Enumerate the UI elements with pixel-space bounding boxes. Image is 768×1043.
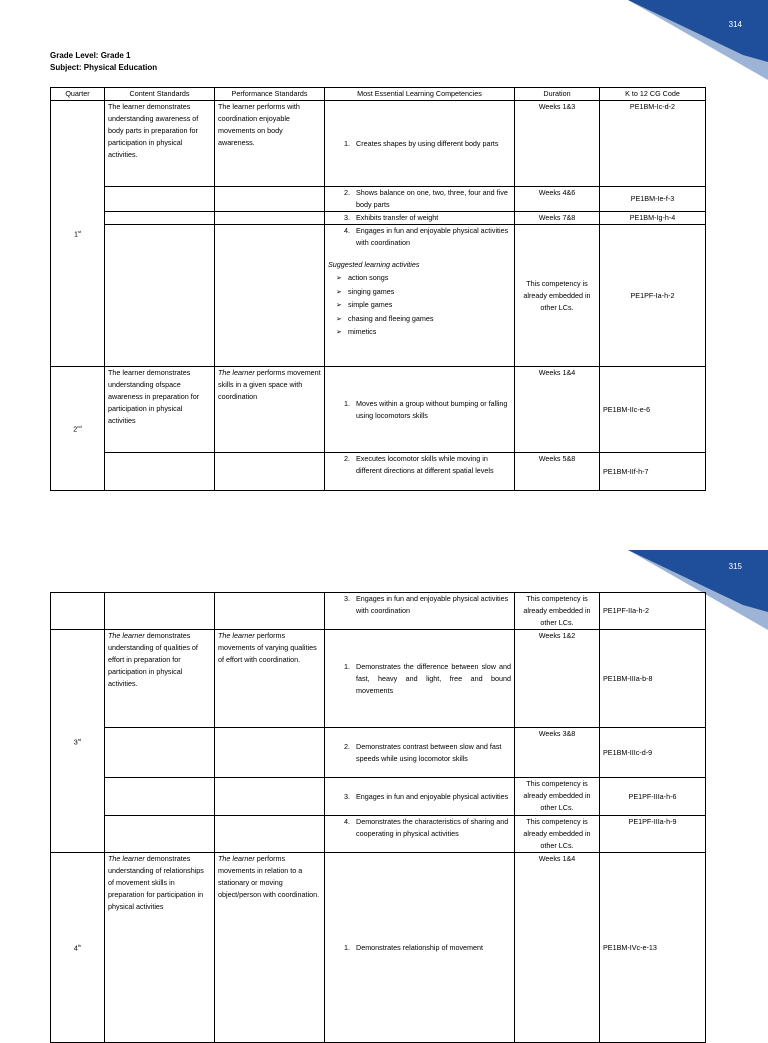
list-item: ➢ singing games	[336, 286, 395, 296]
duration: Weeks 5&8	[515, 453, 600, 491]
duration: This competency is already embedded in other LCs.	[515, 593, 600, 630]
duration: This competency is already embedded in other LCs.	[515, 225, 600, 367]
page-314	[0, 0, 768, 520]
table-row	[51, 225, 706, 367]
competency: 2. Executes locomotor skills while moving in different directions at different spatial levels	[325, 453, 515, 491]
quarter-cell: 1st	[51, 101, 105, 367]
competency: 3. Exhibits transfer of weight	[325, 212, 515, 225]
competency: 1. Creates shapes by using different body parts	[325, 101, 515, 187]
page-corner-decoration	[628, 0, 768, 80]
competency: 1. Demonstrates the difference between slow and fast, heavy and light, free and bound movements	[325, 630, 515, 728]
cg-code: PE1BM-Ic-d-2	[600, 101, 706, 187]
competency: 2. Demonstrates contrast between slow and fast speeds while using locomotor skills	[325, 728, 515, 778]
activity-list	[328, 271, 511, 339]
table-row	[51, 853, 706, 1043]
col-header-performance-standards: Performance Standards	[215, 88, 325, 101]
cg-code: PE1BM-Ig-h-4	[600, 212, 706, 225]
table-row	[51, 630, 706, 728]
suggested-activities-label: Suggested learning activities	[328, 260, 420, 269]
duration: Weeks 3&8	[515, 728, 600, 778]
grade-level: Grade Level: Grade 1	[50, 51, 131, 60]
cg-code: PE1BM-IIc-e-6	[600, 367, 706, 453]
table-header-row	[51, 88, 706, 101]
competency-with-activities: 4. Engages in fun and enjoyable physical activities with coordination Suggested learning activities ➢ action songs ➢ singing games ➢ simple games ➢ chasing and fleeing games ➢ mimetics	[325, 225, 515, 367]
content-standard: The learner demonstrates understanding of relationships of movement skills in preparation for participation in physical activities	[105, 853, 215, 1043]
list-item: ➢ simple games	[336, 300, 393, 309]
quarter-cell: 3rd	[51, 630, 105, 853]
duration: This competency is already embedded in other LCs.	[515, 816, 600, 853]
list-item: ➢ action songs	[336, 273, 389, 282]
content-standard: The learner demonstrates understanding ofspace awareness in preparation for participation in physical activities	[105, 367, 215, 453]
curriculum-table-page-314	[50, 87, 706, 491]
competency: 1. Moves within a group without bumping or falling using locomotors skills	[325, 367, 515, 453]
page-number: 315	[728, 562, 742, 571]
cg-code: PE1BM-IIIc-d-9	[600, 728, 706, 778]
duration: Weeks 4&6	[515, 187, 600, 212]
table-row	[51, 367, 706, 453]
cg-code: PE1PF-Ia-h-2	[600, 225, 706, 367]
col-header-quarter: Quarter	[51, 88, 105, 101]
table-row	[51, 816, 706, 853]
table-row	[51, 101, 706, 187]
duration: Weeks 1&4	[515, 367, 600, 453]
table-row	[51, 778, 706, 816]
competency: 1. Demonstrates relationship of movement	[325, 853, 515, 1043]
subject: Subject: Physical Education	[50, 63, 158, 72]
curriculum-table-page-315	[50, 592, 706, 1043]
table-row	[51, 593, 706, 630]
performance-standard: The learner performs movements in relation to a stationary or moving object/person with coordination.	[215, 853, 325, 1043]
cg-code: PE1BM-Ie-f-3	[600, 187, 706, 212]
cg-code: PE1BM-IIf-h-7	[600, 453, 706, 491]
cg-code: PE1BM-IIIa-b-8	[600, 630, 706, 728]
performance-standard: The learner performs movements of varying qualities of effort with coordination.	[215, 630, 325, 728]
duration: Weeks 1&4	[515, 853, 600, 1043]
page-number: 314	[728, 20, 742, 29]
quarter-cell: 4th	[51, 853, 105, 1043]
cg-code: PE1PF-IIIa-h-9	[600, 816, 706, 853]
competency: 3. Engages in fun and enjoyable physical activities with coordination	[325, 593, 515, 630]
list-item: ➢ mimetics	[336, 327, 377, 336]
col-header-duration: Duration	[515, 88, 600, 101]
duration: Weeks 1&2	[515, 630, 600, 728]
cg-code: PE1PF-IIIa-h-6	[600, 778, 706, 816]
table-row	[51, 187, 706, 212]
table-row	[51, 728, 706, 778]
col-header-cg-code: K to 12 CG Code	[600, 88, 706, 101]
competency: 3. Engages in fun and enjoyable physical activities	[325, 778, 515, 816]
competency: 2. Shows balance on one, two, three, four and five body parts	[325, 187, 515, 212]
col-header-content-standards: Content Standards	[105, 88, 215, 101]
duration: Weeks 7&8	[515, 212, 600, 225]
content-standard: The learner demonstrates understanding of qualities of effort in preparation for participation in physical activities.	[105, 630, 215, 728]
list-item: ➢ chasing and fleeing games	[336, 313, 434, 323]
cg-code: PE1PF-IIa-h-2	[600, 593, 706, 630]
col-header-competencies: Most Essential Learning Competencies	[325, 88, 515, 101]
content-standard: The learner demonstrates understanding awareness of body parts in preparation for participation in physical activities.	[105, 101, 215, 187]
table-row	[51, 212, 706, 225]
performance-standard: The learner performs with coordination enjoyable movements on body awareness.	[215, 101, 325, 187]
duration: This competency is already embedded in other LCs.	[515, 778, 600, 816]
duration: Weeks 1&3	[515, 101, 600, 187]
table-row	[51, 453, 706, 491]
document-header	[50, 50, 157, 74]
performance-standard: The learner performs movement skills in a given space with coordination	[215, 367, 325, 453]
quarter-cell: 2nd	[51, 367, 105, 491]
cg-code: PE1BM-IVc-e-13	[600, 853, 706, 1043]
competency: 4. Demonstrates the characteristics of sharing and cooperating in physical activities	[325, 816, 515, 853]
